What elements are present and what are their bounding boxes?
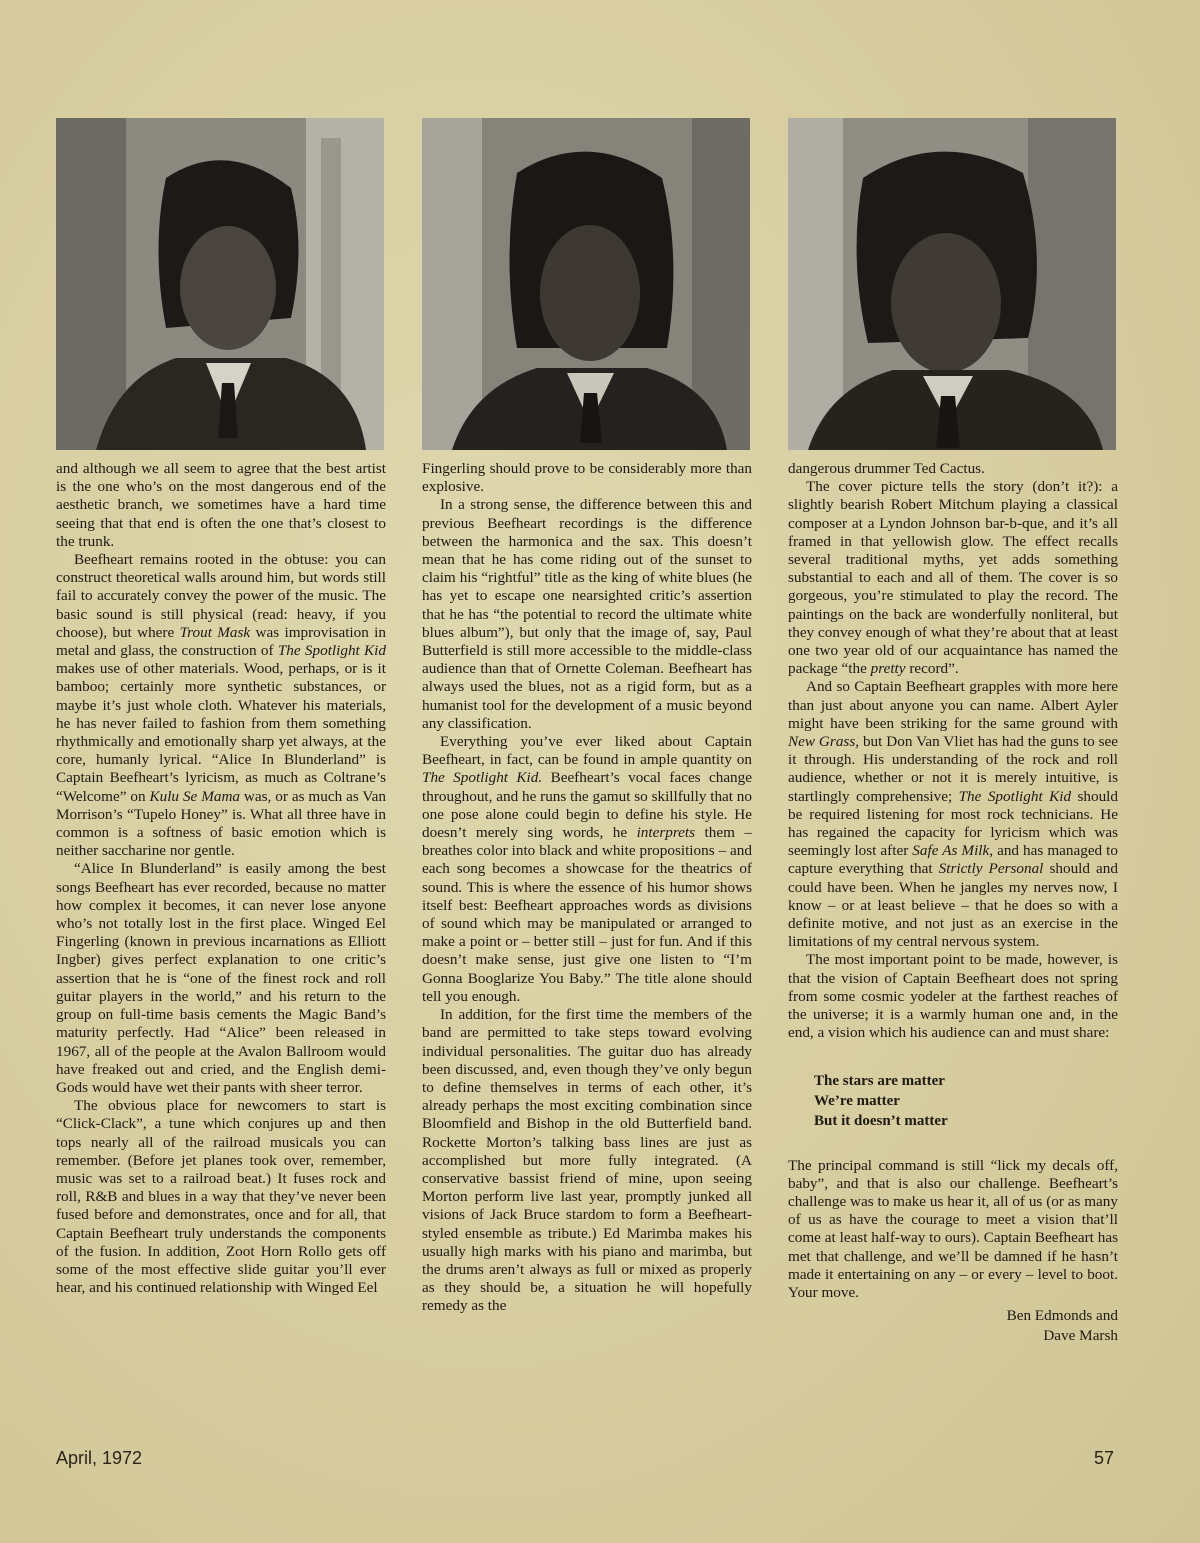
portrait-photo-1: [56, 118, 384, 450]
article-column-2: [422, 460, 752, 1316]
poem-line: The stars are matter: [814, 1072, 945, 1089]
footer-date: April, 1972: [56, 1448, 143, 1468]
portrait-photo-3: [788, 118, 1116, 450]
article-paragraph: Everything you’ve ever liked about Captain Beefheart, in fact, can be found in ample quantity on The Spotlight Kid. Beefheart’s vocal faces change throughout, and he runs the gamut so skillfully that no one pose alone could begin to define his style. He doesn’t merely sing words, he interprets them – breathes color into black and white propositions – and each song becomes a showcase for the theatrics of sound. This is where the essence of his humor shows itself best: Beefheart approaches words as divisions of sound which may be manipulated or arranged to make a point or – better still – just for fun. And if this doesn’t make sense, just give one listen to “I’m Gonna Booglarize You Baby.” The title alone should tell you enough.: [422, 733, 752, 1005]
article-paragraph: In addition, for the first time the members of the band are permitted to take steps toward evolving individual personalities. The guitar duo has already been discussed, and, even though they’ve only begun to define themselves in terms of each other, it’s already perhaps the most exciting combination since Bloomfield and Bishop in the old Butterfield band. Rockette Morton’s talking bass lines are just as accomplished but more fully integrated. (A conservative bassist friend of mine, upon seeing Morton perform live last year, promptly junked all visions of Jack Bruce stardom to form a Beefheart-styled ensemble as tribute.) Ed Marimba makes his usually high marks with his piano and marimba, but the drums aren’t always as full or mixed as properly as they should be, a situation he will hopefully remedy as the: [422, 1006, 752, 1315]
closing-paragraph: The principal command is still “lick my decals off, baby”, and that is also our challenge. Beefheart’s challenge was to make us hear it, all of us (or as many of us as have the courage to meet a vision that’ll come at least half-way to ours). Captain Beefheart has met that challenge, and we’ll be damned if he hasn’t made it entertaining on any – or every – level to boot. Your move.: [788, 1156, 1118, 1301]
article-paragraph: Beefheart remains rooted in the obtuse: you can construct theoretical walls around him, but words still fail to accurately convey the power of the music. The basic sound is still physical (read: heavy, if you choose), but where Trout Mask was improvisation in metal and glass, the construction of The Spotlight Kid makes use of other materials. Wood, perhaps, or is it bamboo; certainly more synthetic substances, or maybe it’s just whole cloth. Whatever his materials, he has never failed to fashion from them something rhythmically and emotionally sharp yet always, at the core, humanly lyrical. “Alice In Blunderland” is Captain Beefheart’s lyricism, as much as Coltrane’s “Welcome” on Kulu Se Mama was, or as much as Van Morrison’s “Tupelo Honey” is. What all three have in common is a softness of basic emotion which is neither saccharine nor gentle.: [56, 551, 386, 860]
portrait-photo-2: [422, 118, 750, 450]
byline-author-1: Ben Edmonds and: [1006, 1307, 1118, 1325]
page-number: 57: [1094, 1448, 1115, 1468]
poem-line: We’re matter: [814, 1092, 900, 1109]
article-paragraph: The cover picture tells the story (don’t it?): a slightly bearish Robert Mitchum playing a classical composer at a Lyndon Johnson bar-b-que, and it’s all framed in that yellowish glow. The effect recalls several traditional myths, yet adds something substantial to each and all of them. The cover is so gorgeous, you’re stimulated to play the record. The paintings on the back are wonderfully nonliteral, but they convey enough of what they’re about that at least one two year old of our acquaintance has named the package “the pretty record”.: [788, 478, 1118, 678]
byline-author-2: Dave Marsh: [1043, 1327, 1118, 1345]
article-paragraph: Fingerling should prove to be considerably more than explosive.: [422, 460, 752, 496]
article-paragraph: In a strong sense, the difference between this and previous Beefheart recordings is the difference between the harmonica and the sax. This doesn’t mean that he has come riding out of the sunset to claim his “rightful” title as the king of white blues (he has yet to escape one nearsighted critic’s assertion that he has “the potential to record the ultimate white blues album”), but only that the image of, say, Paul Butterfield is still more accessible to the middle-class audience than that of Ornette Coleman. Beefheart has always used the blues, not as a rigid form, but as a humanist tool for the development of a music beyond any classification.: [422, 496, 752, 732]
poem-line: But it doesn’t matter: [814, 1112, 948, 1129]
byline: [788, 1306, 1118, 1346]
article-column-3: [788, 460, 1118, 1346]
poem-quote: [814, 1071, 1118, 1131]
article-column-3-body: [788, 460, 1118, 1043]
article-paragraph: and although we all seem to agree that the best artist is the one who’s on the most dangerous end of the aesthetic branch, we sometimes have a hard time seeing that that end is often the one that’s closest to the trunk.: [56, 460, 386, 550]
article-paragraph: The obvious place for newcomers to start is “Click-Clack”, a tune which conjures up and then tops nearly all of the railroad musicals you can remember. (Before jet planes took over, remember, music was set to a railroad beat.) It fuses rock and roll, R&B and blues in a way that they’ve never been fused before and demonstrates, once and for all, that Captain Beefheart truly understands the components of the fusion. In addition, Zoot Horn Rollo gets off some of the most effective slide guitar you’ll ever hear, and his continued relationship with Winged Eel: [56, 1097, 386, 1297]
article-paragraph: And so Captain Beefheart grapples with more here than just about anyone you can name. Albert Ayler might have been striking for the same ground with New Grass, but Don Van Vliet has had the guns to see it through. His understanding of the rock and roll audience, whether or not it is merely intuitive, is startlingly comprehensive; The Spotlight Kid should be required listening for most rock technicians. He has regained the capacity for lyricism which was seemingly lost after Safe As Milk, and has managed to capture everything that Strictly Personal should and could have been. When he jangles my nerves now, I know – or at least believe – that he does so with a definite motive, and not just as an exercise in the limitations of my central nervous system.: [788, 678, 1119, 951]
article-paragraph: “Alice In Blunderland” is easily among the best songs Beefheart has ever recorded, because no matter how complex it becomes, it can never lose anyone who’s not totally lost in the first place. Winged Eel Fingerling (known in previous incarnations as Elliott Ingber) gives perfect explanation to one critic’s assertion that he is “one of the finest rock and roll guitar players in the world,” and his return to the group on full-time basis cements the Magic Band’s maturity perfectly. Had “Alice” been released in 1967, all of the people at the Avalon Ballroom would have freaked out and cried, and the English demi-Gods would have wet their pants with sheer terror.: [56, 860, 386, 1096]
article-paragraph: dangerous drummer Ted Cactus.: [788, 460, 985, 477]
article-column-1: [56, 460, 386, 1297]
article-paragraph: The most important point to be made, however, is that the vision of Captain Beefheart does not spring from some cosmic yodeler at the farthest reaches of the universe; it is a warmly human one and, in the end, a vision which his audience can and must share:: [788, 951, 1118, 1042]
